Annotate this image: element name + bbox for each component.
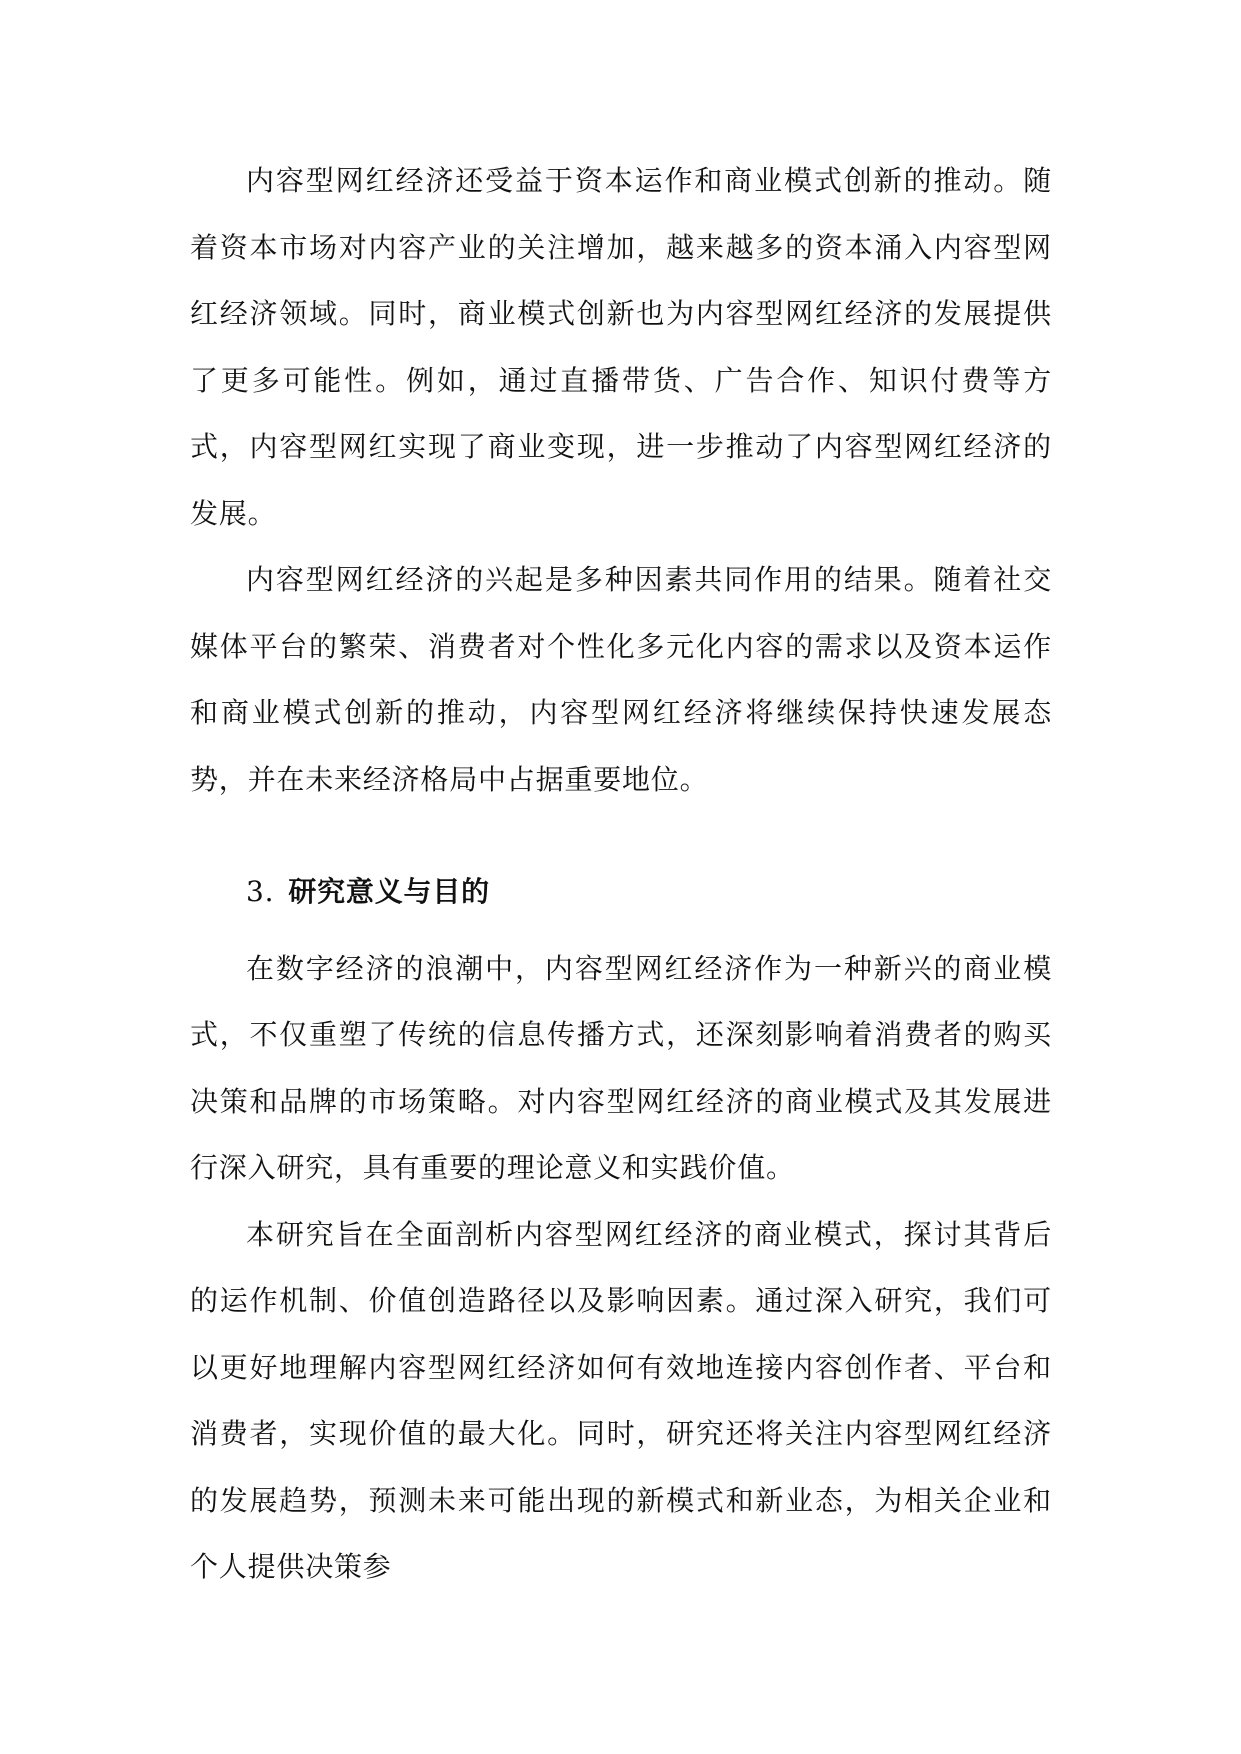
paragraph-significance: 在数字经济的浪潮中，内容型网红经济作为一种新兴的商业模式，不仅重塑了传统的信息传播方式，还深刻影响着消费者的购买决策和品牌的市场策略。对内容型网红经济的商业模式及其发展进行深入研究，具有重要的理论意义和实践价值。 [190, 951, 1052, 1184]
section-title: 研究意义与目的 [288, 875, 490, 908]
paragraph-rise-factors: 内容型网红经济的兴起是多种因素共同作用的结果。随着社交媒体平台的繁荣、消费者对个性化多元化内容的需求以及资本运作和商业模式创新的推动，内容型网红经济将继续保持快速发展态势，并在未来经济格局中占据重要地位。 [190, 563, 1052, 796]
document-body [190, 148, 1052, 1601]
section-heading [190, 859, 1052, 926]
paragraph-capital-innovation: 内容型网红经济还受益于资本运作和商业模式创新的推动。随着资本市场对内容产业的关注增加，越来越多的资本涌入内容型网红经济领域。同时，商业模式创新也为内容型网红经济的发展提供了更多可能性。例如，通过直播带货、广告合作、知识付费等方式，内容型网红实现了商业变现，进一步推动了内容型网红经济的发展。 [190, 164, 1052, 530]
paragraph-research-aim: 本研究旨在全面剖析内容型网红经济的商业模式，探讨其背后的运作机制、价值创造路径以及影响因素。通过深入研究，我们可以更好地理解内容型网红经济如何有效地连接内容创作者、平台和消费者，实现价值的最大化。同时，研究还将关注内容型网红经济的发展趋势，预测未来可能出现的新模式和新业态，为相关企业和个人提供决策参 [190, 1217, 1052, 1583]
section-number: 3. [246, 875, 275, 908]
